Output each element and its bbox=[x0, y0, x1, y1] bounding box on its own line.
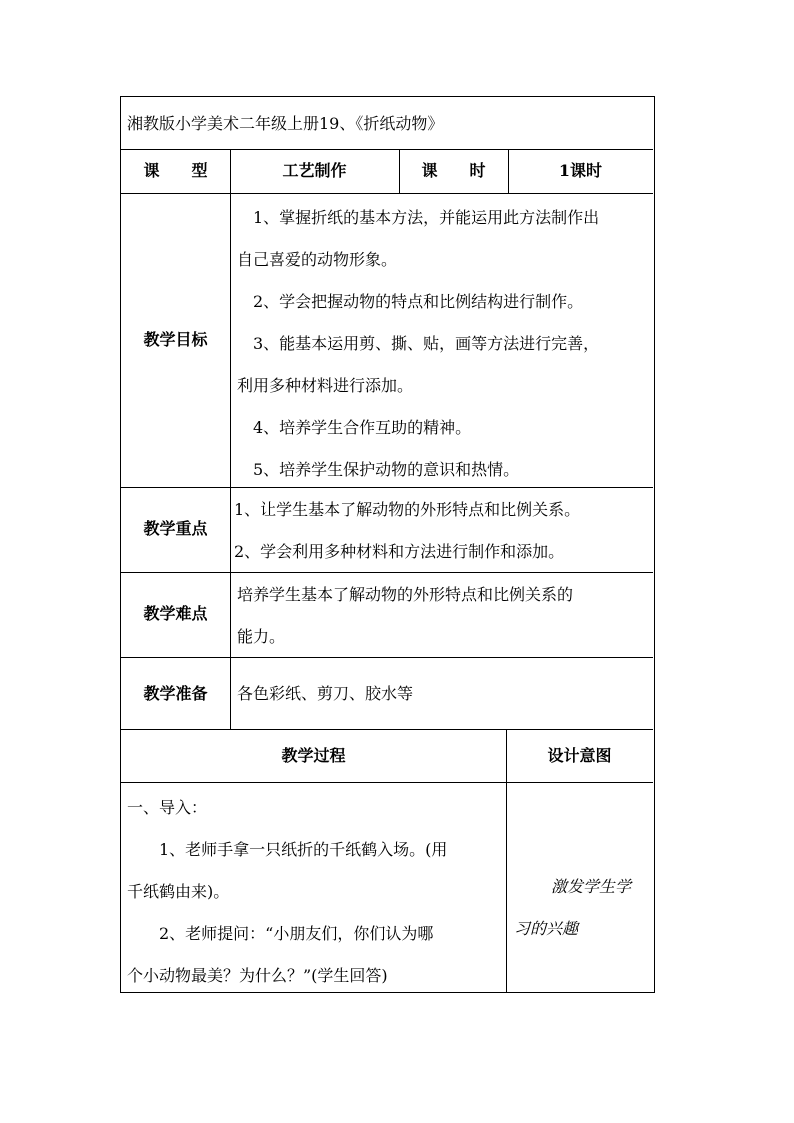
key-points-label: 教学重点 bbox=[143, 519, 208, 538]
objective-line: 利用多种材料进行添加。 bbox=[237, 376, 414, 395]
objective-line: 5、培养学生保护动物的意识和热情。 bbox=[237, 460, 520, 479]
type-value: 工艺制作 bbox=[282, 161, 347, 180]
process-header: 教学过程 bbox=[281, 746, 346, 765]
preparation-label: 教学准备 bbox=[143, 684, 208, 703]
col-divider bbox=[230, 193, 231, 729]
objectives-label: 教学目标 bbox=[143, 330, 208, 349]
row-divider bbox=[121, 729, 653, 730]
process-line: 千纸鹤由来)。 bbox=[127, 882, 230, 901]
process-line: 2、老师提问：“小朋友们，你们认为哪 bbox=[127, 924, 434, 943]
row-divider bbox=[121, 149, 653, 150]
intent-line-2: 习的兴趣 bbox=[514, 919, 579, 938]
objective-line: 1、掌握折纸的基本方法，并能运用此方法制作出 bbox=[237, 208, 600, 227]
key-point-line: 2、学会利用多种材料和方法进行制作和添加。 bbox=[234, 542, 565, 561]
key-points-list bbox=[234, 489, 580, 573]
process-line: 1、老师手拿一只纸折的千纸鹤入场。(用 bbox=[127, 840, 448, 859]
document-title-text: 湘教版小学美术二年级上册19、《折纸动物》 bbox=[127, 114, 444, 133]
process-body bbox=[127, 787, 447, 997]
difficulty-label: 教学难点 bbox=[143, 604, 208, 623]
difficulty-line: 能力。 bbox=[237, 627, 286, 646]
objectives-list bbox=[237, 197, 599, 491]
type-label: 课 型 bbox=[143, 161, 208, 180]
process-line: 个小动物最美？为什么？”(学生回答) bbox=[127, 966, 388, 985]
preparation-value: 各色彩纸、剪刀、胶水等 bbox=[237, 684, 414, 703]
time-value: 1课时 bbox=[558, 161, 603, 180]
lesson-plan-table bbox=[120, 96, 655, 993]
row-divider bbox=[121, 782, 653, 783]
key-point-line: 1、让学生基本了解动物的外形特点和比例关系。 bbox=[234, 500, 581, 519]
col-divider bbox=[506, 729, 507, 992]
objective-line: 3、能基本运用剪、撕、贴，画等方法进行完善， bbox=[237, 334, 600, 353]
row-divider bbox=[121, 193, 653, 194]
process-line: 一、导入： bbox=[127, 798, 208, 817]
intent-line-1: 激发学生学 bbox=[551, 877, 632, 896]
intent-header: 设计意图 bbox=[547, 746, 612, 765]
document-title bbox=[127, 116, 443, 132]
objective-line: 2、学会把握动物的特点和比例结构进行制作。 bbox=[237, 292, 584, 311]
difficulty-text bbox=[237, 574, 573, 658]
difficulty-line: 培养学生基本了解动物的外形特点和比例关系的 bbox=[237, 585, 574, 604]
time-label: 课 时 bbox=[421, 161, 486, 180]
objective-line: 自己喜爱的动物形象。 bbox=[237, 250, 398, 269]
objective-line: 4、培养学生合作互助的精神。 bbox=[237, 418, 472, 437]
